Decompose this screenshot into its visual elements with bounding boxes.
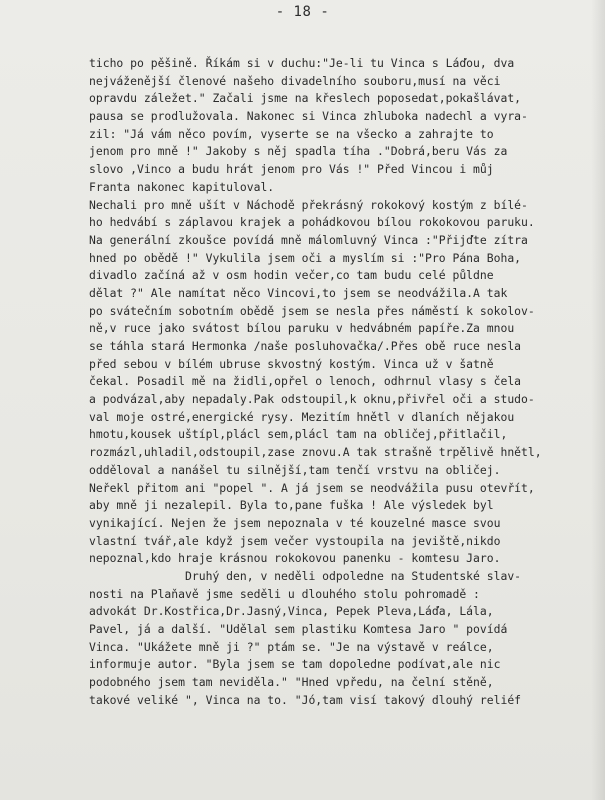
text-line: advokát Dr.Kostřica,Dr.Jasný,Vinca, Pepek Pleva,Láďa, Lála, [89,604,494,619]
text-line: po svátečním sobotním obědě jsem se nesla přes náměstí k sokolov- [89,303,535,318]
text-line: hmotu,kousek uštípl,plácl sem,plácl tam na obličej,přitlačil, [89,427,508,442]
text-line: čekal. Posadil mě na židli,opřel o lenoch, odhrnul vlasy s čela [89,374,522,389]
text-line: slovo ,Vinco a budu hrát jenom pro Vás !" Před Vincou i můj [89,162,494,177]
text-line: vynikající. Nejen že jsem nepoznala v té kouzelné masce svou [89,515,501,530]
text-line: val moje ostré,energické rysy. Mezitím hnětl v dlaních nějakou [89,409,515,424]
text-line: ho hedvábí s záplavou krajek a pohádkovou bílou rokokovou paruku. [89,215,535,230]
text-line: rozmázl,uhladil,odstoupil,zase znovu.A tak strašně trpělivě hnětl, [89,445,542,460]
text-line: se táhla stará Hermonka /naše posluhovačka/.Přes obě ruce nesla [89,339,522,353]
text-line: Druhý den, v neděli odpoledne na Studentské slav- [89,568,522,583]
text-line: hned po obědě !" Vykulila jsem oči a myslím si :"Pro Pána Boha, [89,250,522,265]
text-line: Franta nakonec kapituloval. [89,179,275,194]
text-line: ně,v ruce jako svátost bílou paruku v hedvábném papíře.Za mnou [89,321,515,336]
text-line: Pavel, já a další. "Udělal sem plastiku Komtesa Jaro " povídá [89,622,508,636]
text-line: nepoznal,kdo hraje krásnou rokokovou panenku - komtesu Jaro. [89,551,501,566]
text-line: informuje autor. "Byla jsem se tam dopoledne podívat,ale nic [89,657,501,672]
text-line: jenom pro mně !" Jakoby s něj spadla tíha ."Dobrá,beru Vás za [89,144,508,159]
text-line: ticho po pěšině. Říkám si v duchu:"Je-li tu Vinca s Láďou, dva [89,56,515,70]
page-number: - 18 - [275,4,330,20]
text-line: před sebou v bílém ubruse skvostný kostým. Vinca už v šatně [89,356,494,371]
text-line: nejváženější členové našeho divadelního souboru,musí na věci [89,73,501,88]
text-line: a podvázal,aby nepadaly.Pak odstoupil,k oknu,přivřel oči a studo- [89,392,535,407]
text-line: odděloval a nanášel tu silnější,tam tenčí vrstvu na obličej. [89,462,501,477]
text-line: Nechali pro mně ušít v Náchodě překrásný rokokový kostým z bílé- [89,197,528,212]
text-line: divadlo začíná až v osm hodin večer,co tam budu celé půldne [89,268,494,283]
text-line: takové veliké ", Vinca na to. "Jó,tam visí takový dlouhý reliéf [89,692,522,707]
text-line: Vinca. "Ukážete mně ji ?" ptám se. "Je na výstavě v reálce, [89,639,494,654]
text-line: vlastní tvář,ale když jsem večer vystoupila na jeviště,nikdo [89,533,501,548]
text-line: opravdu záležet." Začali jsme na křeslech poposedat,pokašlávat, [89,91,522,106]
text-line: nosti na Plaňavě jsme seděli u dlouhého stolu pohromadě : [89,586,480,601]
text-line: pausa se prodlužovala. Nakonec si Vinca zhluboka nadechl a vyra- [89,109,528,124]
text-line: Neřekl přitom ani "popel ". A já jsem se neodvážila pusu otevřít, [89,480,535,495]
text-line: aby mně ji nezalepil. Byla to,pane fuška ! Ale výsledek byl [89,498,494,513]
text-line: zil: "Já vám něco povím, vyserte se na všecko a zahrajte to [89,126,494,141]
page-body-text [89,55,599,709]
text-line: dělat ?" Ale namítat něco Vincovi,to jsem se neodvážila.A tak [89,285,508,300]
page-edge-shadow [591,0,605,800]
text-line: podobného jsem tam neviděla." "Hned vpředu, na čelní stěně, [89,675,494,690]
text-line: Na generální zkoušce povídá mně málomluvný Vinca :"Přijďte zítra [89,232,528,247]
